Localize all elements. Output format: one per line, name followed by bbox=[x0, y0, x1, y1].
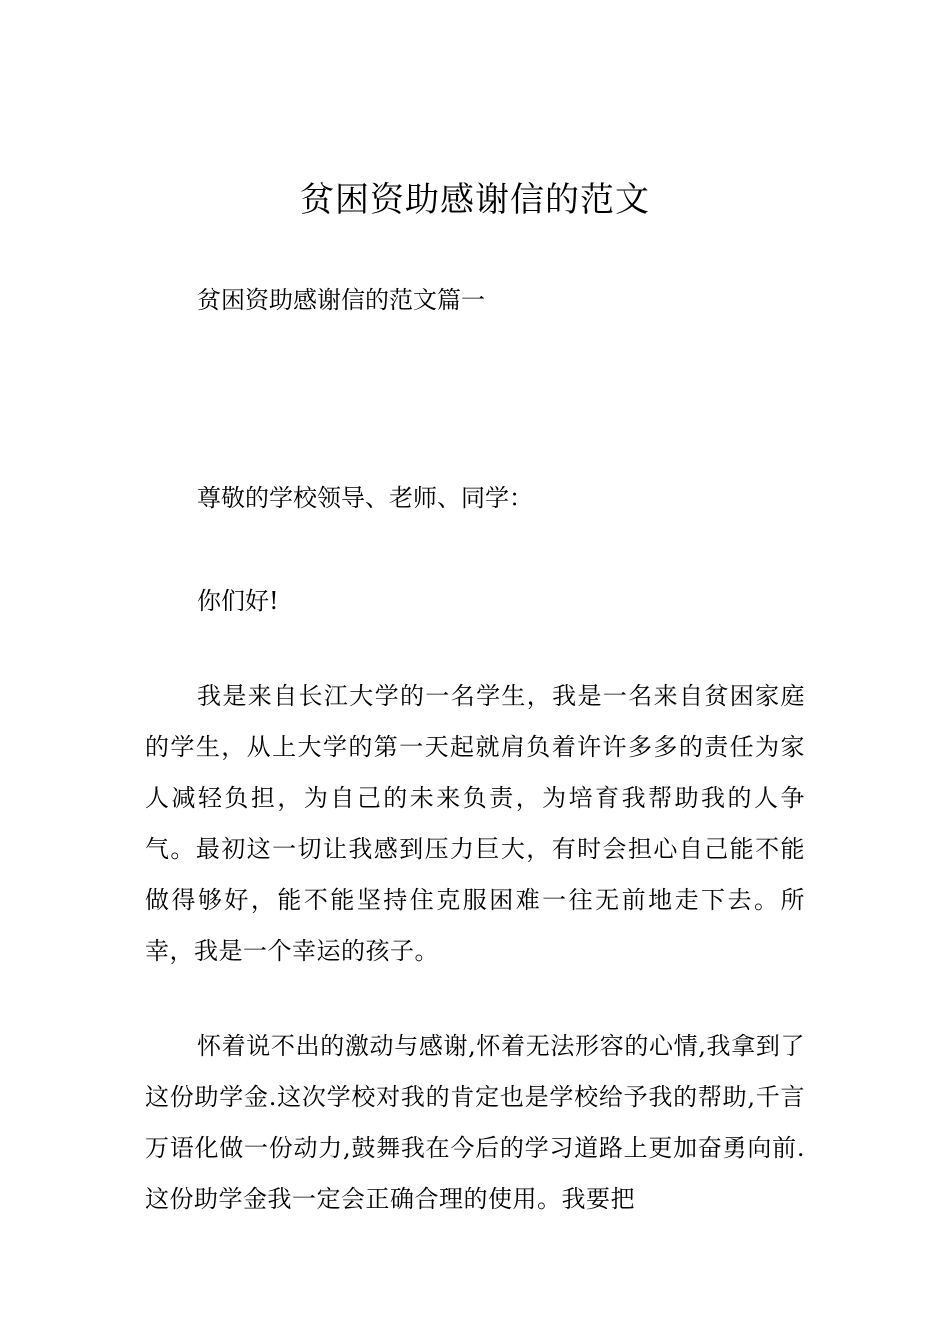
greeting: 你们好! bbox=[197, 587, 279, 615]
body-paragraph-1: 我是来自长江大学的一名学生，我是一名来自贫困家庭的学生，从上大学的第一天起就肩负着许许多多的责任为家人减轻负担，为自己的未来负责，为培育我帮助我的人争气。最初这一切让我感到压力巨大，有时会担心自己能不能做得够好，能不能坚持住克服困难一往无前地走下去。所幸，我是一个幸运的孩子。 bbox=[145, 682, 805, 965]
body-paragraph-2: 怀着说不出的激动与感谢,怀着无法形容的心情,我拿到了这份助学金.这次学校对我的肯定也是学校给予我的帮助,千言万语化做一份动力,鼓舞我在今后的学习道路上更加奋勇向前.这份助学金我一定会正确合理的使用。我要把 bbox=[145, 1032, 805, 1213]
salutation: 尊敬的学校领导、老师、同学： bbox=[197, 484, 533, 512]
section-heading: 贫困资助感谢信的范文篇一 bbox=[197, 286, 485, 314]
document-title: 贫困资助感谢信的范文 bbox=[300, 180, 650, 220]
